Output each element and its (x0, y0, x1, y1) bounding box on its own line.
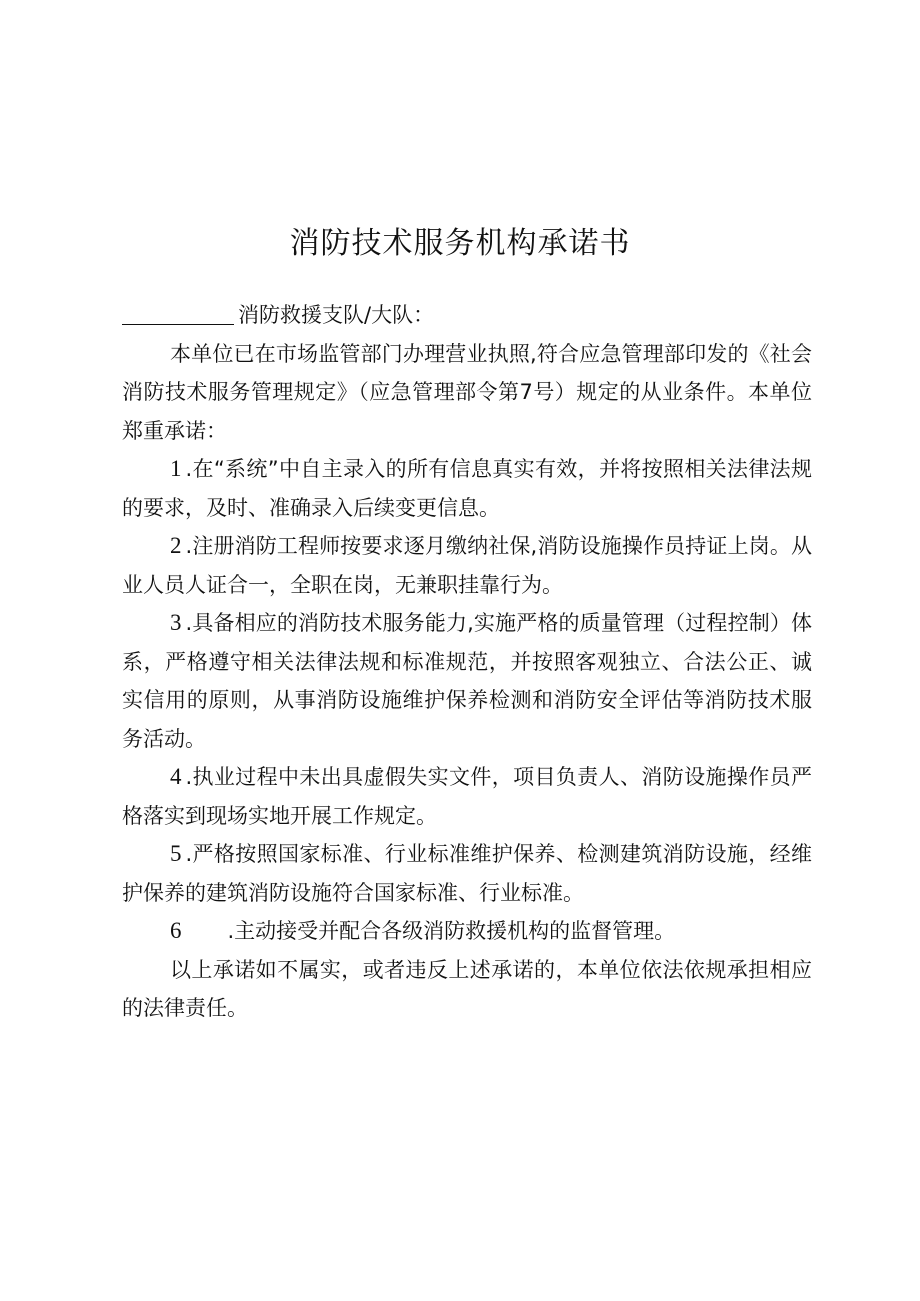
commitment-item-2 (122, 527, 812, 604)
addressee-blank (122, 300, 234, 325)
addressee-line (122, 296, 812, 335)
item-text: .执业过程中未出具虚假失实文件，项目负责人、消防设施操作员严格落实到现场实地开展工作规定。 (122, 765, 812, 828)
addressee-text: 消防救援支队/大队： (238, 303, 435, 327)
item-number: 5 (170, 841, 182, 866)
document-body (122, 296, 812, 1028)
item-text: .严格按照国家标准、行业标准维护保养、检测建筑消防设施，经维护保养的建筑消防设施符合国家标准、行业标准。 (122, 842, 812, 905)
item-text: .主动接受并配合各级消防救援机构的监督管理。 (227, 919, 676, 943)
item-number: 2 (170, 533, 182, 558)
item-number: 6 (170, 918, 182, 943)
item-text: .注册消防工程师按要求逐月缴纳社保,消防设施操作员持证上岗。从业人员人证合一，全职在岗，无兼职挂靠行为。 (122, 534, 812, 597)
commitment-item-3 (122, 604, 812, 758)
commitment-item-4 (122, 758, 812, 835)
page-title: 消防技术服务机构承诺书 (289, 226, 631, 261)
item-number: 4 (170, 764, 182, 789)
item-text: .在“系统”中自主录入的所有信息真实有效，并将按照相关法律法规的要求，及时、准确录入后续变更信息。 (122, 457, 812, 520)
item-number: 3 (170, 610, 182, 635)
intro-paragraph: 本单位已在市场监管部门办理营业执照,符合应急管理部印发的《社会消防技术服务管理规定》（应急管理部令第7号）规定的从业条件。本单位郑重承诺： (122, 341, 812, 443)
closing-paragraph: 以上承诺如不属实，或者违反上述承诺的，本单位依法依规承担相应的法律责任。 (122, 957, 812, 1020)
item-number: 1 (170, 456, 182, 481)
item-text: .具备相应的消防技术服务能力,实施严格的质量管理（过程控制）体系，严格遵守相关法律法规和标准规范，并按照客观独立、合法公正、诚实信用的原则，从事消防设施维护保养检测和消防安全评估等消防技术服务活动。 (122, 611, 812, 751)
commitment-item-6 (122, 912, 812, 951)
commitment-item-1 (122, 450, 812, 527)
commitment-item-5 (122, 835, 812, 912)
